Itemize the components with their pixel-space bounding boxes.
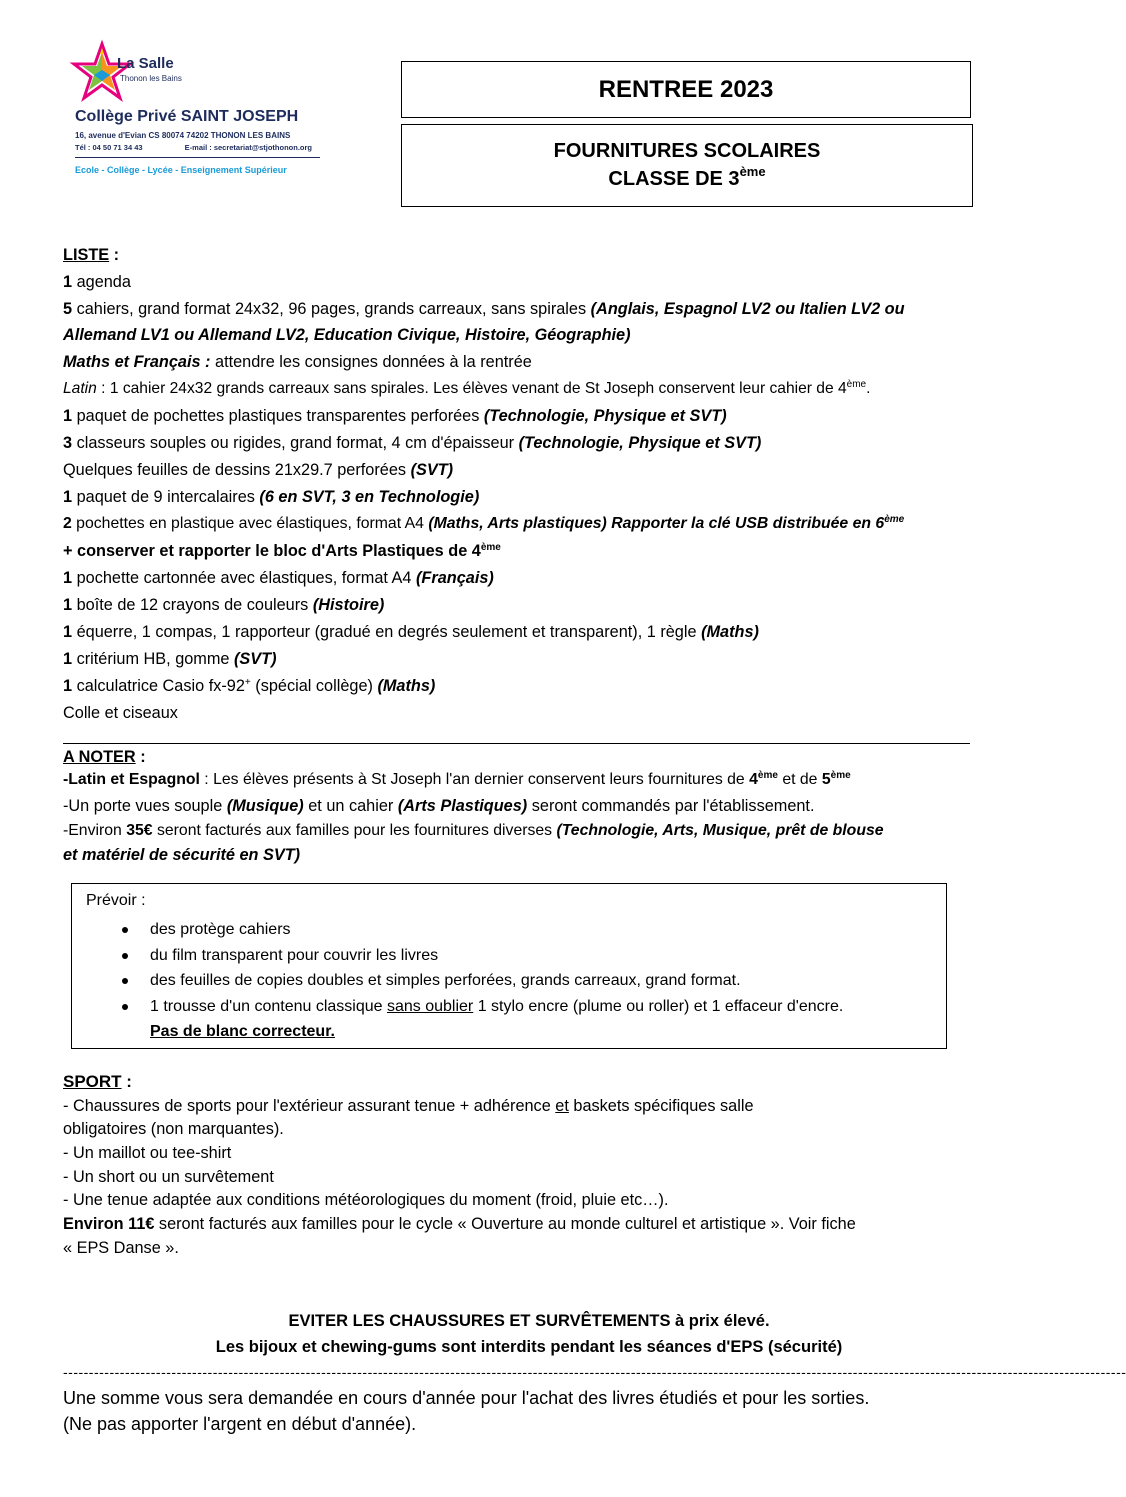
list-item: Colle et ciseaux <box>63 704 178 722</box>
sport-line: - Chaussures de sports pour l'extérieur assurant tenue + adhérence et baskets spécifiques salle <box>63 1097 754 1115</box>
prevoir-list <box>122 917 922 1045</box>
list-item: des feuilles de copies doubles et simples perforées, grands carreaux, grand format. <box>122 968 922 994</box>
list-item: du film transparent pour couvrir les livres <box>122 943 922 969</box>
note-line: -Latin et Espagnol : Les élèves présents à St Joseph l'an dernier conservent leurs fournitures de 4ème et de 5ème <box>63 770 851 788</box>
bullet-icon <box>122 978 128 984</box>
list-item: Latin : 1 cahier 24x32 grands carreaux sans spirales. Les élèves venant de St Joseph conservent leur cahier de 4ème. <box>63 379 871 397</box>
list-item: 1 paquet de 9 intercalaires (6 en SVT, 3 en Technologie) <box>63 488 480 506</box>
list-item: 1 équerre, 1 compas, 1 rapporteur (gradué en degrés seulement et transparent), 1 règle (Maths) <box>63 623 759 641</box>
school-tel: Tél : 04 50 71 34 43 <box>75 143 143 152</box>
list-item: 5 cahiers, grand format 24x32, 96 pages, grands carreaux, sans spirales (Anglais, Espagnol LV2 ou Italien LV2 ou <box>63 300 905 318</box>
note-line-continued: et matériel de sécurité en SVT) <box>63 846 301 864</box>
sport-line: - Une tenue adaptée aux conditions météorologiques du moment (froid, pluie etc…). <box>63 1191 669 1209</box>
list-item: 1 agenda <box>63 273 131 291</box>
note-line: -Environ 35€ seront facturés aux familles pour les fournitures diverses (Technologie, Arts, Musique, prêt de blouse <box>63 822 884 839</box>
warning-line: Les bijoux et chewing-gums sont interdits pendant les séances d'EPS (sécurité) <box>215 1338 843 1356</box>
star-logo-icon <box>72 42 132 104</box>
rentree-box <box>401 61 971 118</box>
list-item: 1 calculatrice Casio fx-92+ (spécial collège) (Maths) <box>63 677 436 695</box>
list-item-continued: + conserver et rapporter le bloc d'Arts Plastiques de 4ème <box>63 542 501 560</box>
list-item: des protège cahiers <box>122 917 922 943</box>
dashed-separator: -------------------------------------------------------------------------------------------------------------------------------------------------------------------------------------------------------------- <box>63 1364 1126 1380</box>
sport-line: obligatoires (non marquantes). <box>63 1120 284 1138</box>
classe-title: CLASSE DE 3ème <box>608 164 766 190</box>
fournitures-title: FOURNITURES SCOLAIRES <box>553 140 821 162</box>
list-item: Quelques feuilles de dessins 21x29.7 perforées (SVT) <box>63 461 454 479</box>
sport-heading: SPORT : <box>63 1072 132 1091</box>
footer-note: (Ne pas apporter l'argent en début d'année). <box>63 1414 417 1434</box>
list-item: Maths et Français : attendre les consignes données à la rentrée <box>63 353 532 371</box>
list-item: 1 pochette cartonnée avec élastiques, format A4 (Français) <box>63 569 494 587</box>
warning-line: EVITER LES CHAUSSURES ET SURVÊTEMENTS à prix élevé. <box>288 1312 770 1330</box>
list-item: 1 critérium HB, gomme (SVT) <box>63 650 277 668</box>
list-item: 1 boîte de 12 crayons de couleurs (Histoire) <box>63 596 385 614</box>
fournitures-box <box>401 124 973 207</box>
bullet-icon <box>122 927 128 933</box>
sport-line: - Un maillot ou tee-shirt <box>63 1144 232 1162</box>
prevoir-title: Prévoir : <box>86 892 146 909</box>
footer-note: Une somme vous sera demandée en cours d'année pour l'achat des livres étudiés et pour les sorties. <box>63 1388 870 1408</box>
sport-line: Environ 11€ seront facturés aux familles pour le cycle « Ouverture au monde culturel et artistique ». Voir fiche <box>63 1215 856 1233</box>
school-address: 16, avenue d'Evian CS 80074 74202 THONON LES BAINS <box>75 131 291 140</box>
section-divider <box>63 743 970 744</box>
note-line: -Un porte vues souple (Musique) et un cahier (Arts Plastiques) seront commandés par l'établissement. <box>63 797 815 815</box>
logo-divider <box>75 157 320 158</box>
school-email: E-mail : secretariat@stjothonon.org <box>184 143 312 152</box>
sport-line: « EPS Danse ». <box>63 1239 179 1257</box>
school-name: Collège Privé SAINT JOSEPH <box>75 108 299 125</box>
prevoir-box <box>71 883 947 1049</box>
logo-brand: La Salle <box>117 55 174 72</box>
school-logo <box>72 42 332 192</box>
list-item-continued: Allemand LV1 ou Allemand LV2, Education Civique, Histoire, Géographie) <box>63 326 631 344</box>
sport-line: - Un short ou un survêtement <box>63 1168 274 1186</box>
liste-heading: LISTE : <box>63 246 120 264</box>
list-item: 2 pochettes en plastique avec élastiques, format A4 (Maths, Arts plastiques) Rapporter la clé USB distribuée en 6ème <box>63 514 905 532</box>
school-contact <box>75 143 312 152</box>
list-item: 3 classeurs souples ou rigides, grand format, 4 cm d'épaisseur (Technologie, Physique et SVT) <box>63 434 762 452</box>
list-item: 1 paquet de pochettes plastiques transparentes perforées (Technologie, Physique et SVT) <box>63 407 727 425</box>
bullet-icon <box>122 1004 128 1010</box>
logo-city: Thonon les Bains <box>120 74 182 83</box>
rentree-title: RENTREE 2023 <box>598 75 774 103</box>
noter-heading: A NOTER : <box>63 748 146 766</box>
list-item: 1 trousse d'un contenu classique sans oublier 1 stylo encre (plume ou roller) et 1 effaceur d'encre. Pas de blanc correcteur. <box>122 994 922 1045</box>
logo-tagline: Ecole - Collège - Lycée - Enseignement Supérieur <box>75 165 287 175</box>
bullet-icon <box>122 953 128 959</box>
